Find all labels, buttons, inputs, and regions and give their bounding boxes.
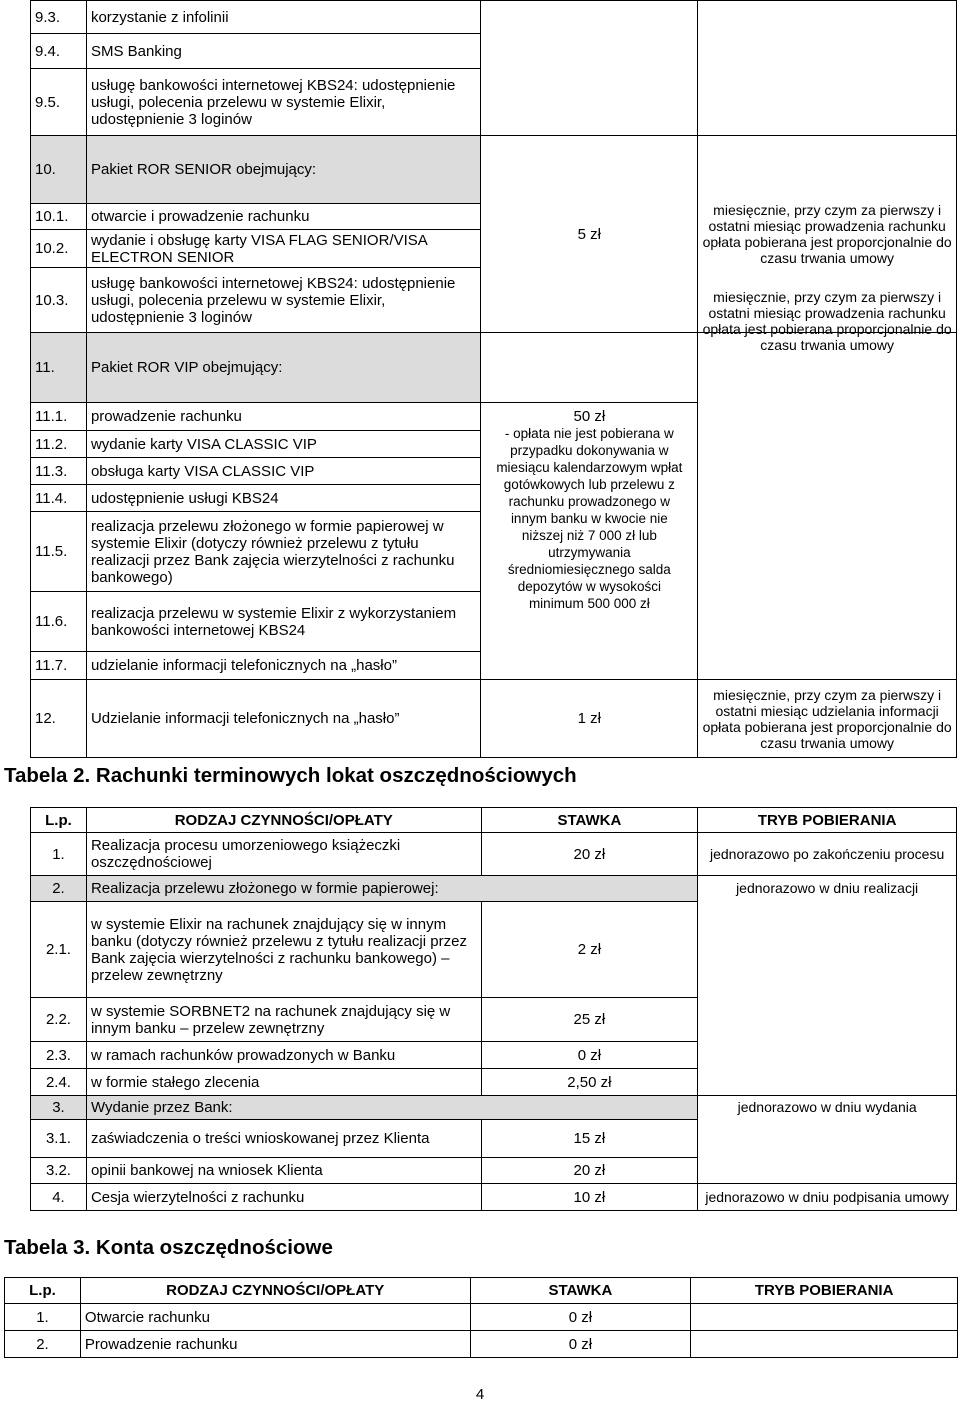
table-row — [5, 1304, 958, 1331]
row-number: 2. — [5, 1331, 81, 1358]
row-description: zaświadczenia o treści wnioskowanej przez Klienta — [86, 1120, 481, 1158]
row-number: 11.7. — [31, 652, 87, 680]
header-rate: STAWKA — [470, 1278, 691, 1304]
table-row — [5, 1331, 958, 1358]
header-lp: L.p. — [31, 808, 87, 833]
header-rate: STAWKA — [481, 808, 698, 833]
table-row — [31, 1096, 957, 1120]
row-number: 11.4. — [31, 485, 87, 512]
row-number: 11.5. — [31, 512, 87, 592]
row-number: 1. — [31, 833, 87, 876]
row-number: 9.5. — [31, 69, 87, 136]
fees-table-continuation — [30, 0, 957, 758]
row-description: korzystanie z infolinii — [86, 1, 480, 34]
row-number: 9.4. — [31, 34, 87, 69]
rate-vip — [481, 403, 698, 680]
row-rate: 2 zł — [481, 902, 698, 998]
row-rate: 0 zł — [481, 1042, 698, 1069]
row-description: Pakiet ROR VIP obejmujący: — [86, 333, 480, 403]
row-description: Wydanie przez Bank: — [86, 1096, 697, 1120]
row-rate: 2,50 zł — [481, 1069, 698, 1096]
row-number: 2.3. — [31, 1042, 87, 1069]
row-description: Pakiet ROR SENIOR obejmujący: — [86, 136, 480, 204]
row-description: Realizacja przelewu złożonego w formie papierowej: — [86, 876, 697, 902]
row-number: 1. — [5, 1304, 81, 1331]
row-number: 10.3. — [31, 268, 87, 333]
row-number: 2.4. — [31, 1069, 87, 1096]
table-row — [31, 876, 957, 902]
row-description: Udzielanie informacji telefonicznych na „hasło” — [86, 680, 480, 758]
row-number: 3.2. — [31, 1158, 87, 1184]
header-row — [5, 1278, 958, 1304]
row-mode — [691, 1331, 958, 1358]
mode-senior: miesięcznie, przy czym za pierwszy i ostatni miesiąc prowadzenia rachunku opłata pobierana jest proporcjonalnie do czasu trwania umowy — [698, 136, 957, 333]
table-3-title: Tabela 3. Konta oszczędnościowe — [4, 1236, 333, 1259]
row-rate: 20 zł — [481, 833, 698, 876]
row-number: 3.1. — [31, 1120, 87, 1158]
rate-cell — [481, 333, 698, 403]
table-row — [31, 333, 957, 403]
row-number: 10. — [31, 136, 87, 204]
row-number: 2.1. — [31, 902, 87, 998]
row-number: 11.2. — [31, 431, 87, 458]
table-2-title: Tabela 2. Rachunki terminowych lokat oszczędnościowych — [4, 764, 577, 787]
table-row — [31, 1184, 957, 1211]
rate-vip-amount: 50 zł — [573, 408, 606, 425]
row-description: w systemie Elixir na rachunek znajdujący się w innym banku (dotyczy również przelewu z tytułu realizacji przez Bank zajęcia wierzytelności z rachunku bankowego) – przelew zewnętrzny — [86, 902, 481, 998]
row-mode — [691, 1304, 958, 1331]
mode-vip-text: miesięcznie, przy czym za pierwszy i ostatni miesiąc prowadzenia rachunku opłata jest pobierana proporcjonalnie do czasu trwania umowy — [702, 289, 952, 353]
row-number: 11. — [31, 333, 87, 403]
row-description: opinii bankowej na wniosek Klienta — [86, 1158, 481, 1184]
row-description: obsługa karty VISA CLASSIC VIP — [86, 458, 480, 485]
rate-senior: 5 zł — [481, 136, 698, 333]
row-number: 9.3. — [31, 1, 87, 34]
row-description: Realizacja procesu umorzeniowego książeczki oszczędnościowej — [86, 833, 481, 876]
header-row — [31, 808, 957, 833]
row-number: 10.2. — [31, 230, 87, 268]
term-deposit-fees-table — [30, 807, 957, 1211]
row-description: SMS Banking — [86, 34, 480, 69]
row-mode: jednorazowo w dniu wydania — [698, 1096, 957, 1184]
table-row — [31, 136, 957, 204]
mode-vip — [698, 289, 957, 680]
row-description: Cesja wierzytelności z rachunku — [86, 1184, 481, 1211]
row-number: 4. — [31, 1184, 87, 1211]
row-rate: 10 zł — [481, 1184, 698, 1211]
rate-vip-note: - opłata nie jest pobierana w przypadku dokonywania w miesiącu kalendarzowym wpłat gotówkowych lub przelewu z rachunku prowadzonego w innym banku w kwocie nie niższej niż 7 000 zł lub utrzymywania średniomiesięcznego salda depozytów w wysokości minimum 500 000 zł — [496, 426, 683, 611]
savings-accounts-table — [4, 1277, 958, 1358]
row-number: 12. — [31, 680, 87, 758]
row-description: usługę bankowości internetowej KBS24: udostępnienie usługi, polecenia przelewu w systemie Elixir, udostępnienie 3 loginów — [86, 69, 480, 136]
row-rate: 15 zł — [481, 1120, 698, 1158]
row-description: otwarcie i prowadzenie rachunku — [86, 204, 480, 230]
header-activity: RODZAJ CZYNNOŚCI/OPŁATY — [86, 808, 481, 833]
mode-12: miesięcznie, przy czym za pierwszy i ostatni miesiąc udzielania informacji opłata pobierana jest proporcjonalnie do czasu trwania umowy — [698, 680, 957, 758]
row-description: w formie stałego zlecenia — [86, 1069, 481, 1096]
rate-cell — [481, 1, 698, 136]
row-rate: 0 zł — [470, 1304, 691, 1331]
row-description: wydanie i obsługę karty VISA FLAG SENIOR/VISA ELECTRON SENIOR — [86, 230, 480, 268]
row-description: udzielanie informacji telefonicznych na „hasło” — [86, 652, 480, 680]
row-description: prowadzenie rachunku — [86, 403, 480, 431]
row-description: Prowadzenie rachunku — [80, 1331, 470, 1358]
rate-12: 1 zł — [481, 680, 698, 758]
mode-cell — [698, 1, 957, 136]
row-number: 3. — [31, 1096, 87, 1120]
row-description: w ramach rachunków prowadzonych w Banku — [86, 1042, 481, 1069]
row-description: realizacja przelewu w systemie Elixir z wykorzystaniem bankowości internetowej KBS24 — [86, 592, 480, 652]
row-number: 11.6. — [31, 592, 87, 652]
header-mode: TRYB POBIERANIA — [691, 1278, 958, 1304]
row-description: w systemie SORBNET2 na rachunek znajdujący się w innym banku – przelew zewnętrzny — [86, 998, 481, 1042]
row-description: realizacja przelewu złożonego w formie papierowej w systemie Elixir (dotyczy również przelewu z tytułu realizacji przez Bank zajęcia wierzytelności z rachunku bankowego) — [86, 512, 480, 592]
row-rate: 25 zł — [481, 998, 698, 1042]
row-rate: 20 zł — [481, 1158, 698, 1184]
table-row — [31, 1, 957, 34]
table-row — [31, 833, 957, 876]
row-number: 11.3. — [31, 458, 87, 485]
header-lp: L.p. — [5, 1278, 81, 1304]
row-description: udostępnienie usługi KBS24 — [86, 485, 480, 512]
header-activity: RODZAJ CZYNNOŚCI/OPŁATY — [80, 1278, 470, 1304]
header-mode: TRYB POBIERANIA — [698, 808, 957, 833]
row-description: usługę bankowości internetowej KBS24: udostępnienie usługi, polecenia przelewu w systemie Elixir, udostępnienie 3 loginów — [86, 268, 480, 333]
row-number: 2. — [31, 876, 87, 902]
page-number: 4 — [475, 1386, 485, 1403]
row-mode: jednorazowo po zakończeniu procesu — [698, 833, 957, 876]
row-number: 11.1. — [31, 403, 87, 431]
row-rate: 0 zł — [470, 1331, 691, 1358]
row-description: Otwarcie rachunku — [80, 1304, 470, 1331]
row-description: wydanie karty VISA CLASSIC VIP — [86, 431, 480, 458]
row-number: 10.1. — [31, 204, 87, 230]
row-mode: jednorazowo w dniu realizacji — [698, 876, 957, 1096]
row-number: 2.2. — [31, 998, 87, 1042]
row-mode: jednorazowo w dniu podpisania umowy — [698, 1184, 957, 1211]
table-row — [31, 680, 957, 758]
